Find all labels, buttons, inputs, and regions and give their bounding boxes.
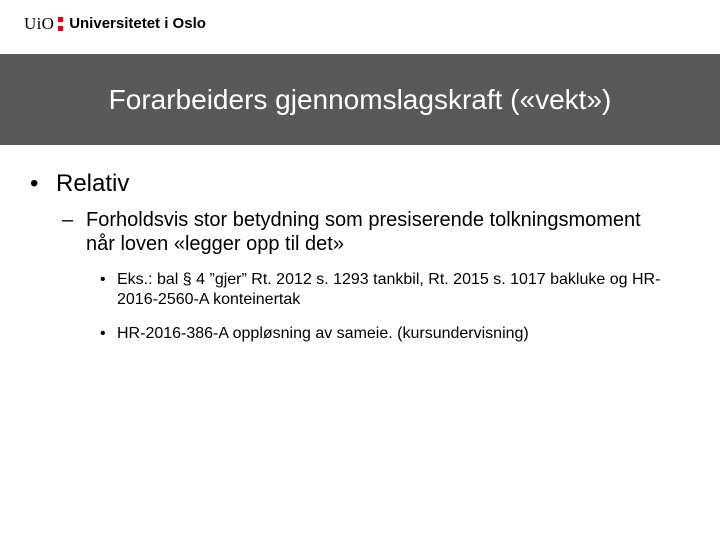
title-bar bbox=[0, 54, 720, 145]
logo-dots-icon bbox=[58, 17, 63, 31]
slide-title: Forarbeiders gjennomslagskraft («vekt») bbox=[108, 83, 612, 115]
bullet-marker: • bbox=[100, 271, 106, 288]
bullet-marker: • bbox=[100, 325, 106, 342]
bullet-text: HR-2016-386-A oppløsning av sameie. (kursundervisning) bbox=[117, 325, 529, 342]
bullet-marker: – bbox=[62, 209, 74, 231]
logo-name: Universitetet i Oslo bbox=[69, 15, 206, 32]
logo-prefix: UiO bbox=[24, 14, 55, 33]
bullet-text: Relativ bbox=[56, 170, 130, 197]
bullet-text: Forholdsvis stor betydning som presiserende tolkningsmoment når loven «legger opp til det» bbox=[86, 209, 641, 255]
bullet-text: Eks.: bal § 4 ”gjer” Rt. 2012 s. 1293 tankbil, Rt. 2015 s. 1017 bakluke og HR-2016-2560-A konteinertak bbox=[117, 271, 661, 308]
bullet-marker: • bbox=[30, 170, 39, 197]
uio-logo bbox=[24, 13, 206, 35]
